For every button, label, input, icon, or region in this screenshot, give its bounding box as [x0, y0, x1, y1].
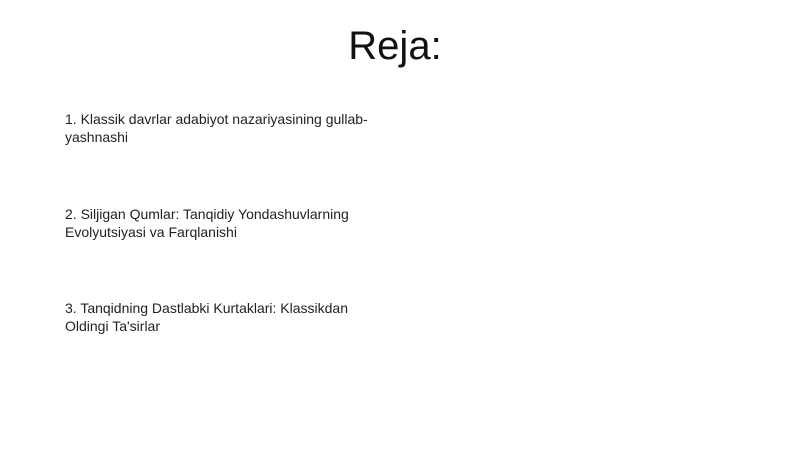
agenda-item-3: 3. Tanqidning Dastlabki Kurtaklari: Klassikdan Oldingi Ta'sirlar [65, 300, 349, 334]
slide-title: Reja: [348, 24, 442, 68]
agenda-item-1: 1. Klassik davrlar adabiyot nazariyasining gullab-yashnashi [65, 111, 368, 145]
agenda-item-2: 2. Siljigan Qumlar: Tanqidiy Yondashuvlarning Evolyutsiyasi va Farqlanishi [65, 206, 349, 240]
